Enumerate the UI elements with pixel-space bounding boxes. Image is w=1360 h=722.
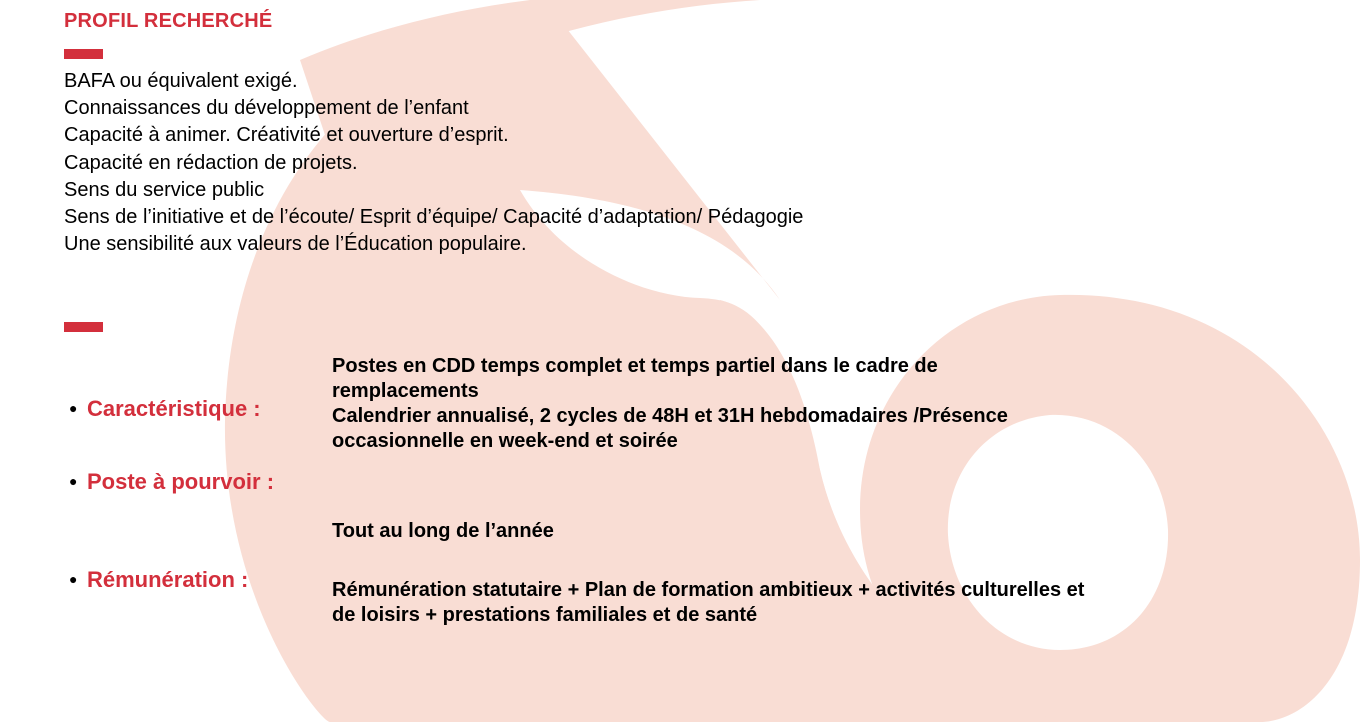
bullet-icon: ● [69,473,78,489]
bullet-icon: ● [69,400,78,416]
bullet-icon: ● [69,571,78,587]
remuneration-value: Rémunération statutaire + Plan de formation ambitieux + activités culturelles et de loisirs + prestations familiales et de santé [332,579,1085,626]
profile-item: Capacité en rédaction de projets. [64,151,358,174]
title-accent-bar [64,49,103,59]
section-accent-bar [64,322,103,332]
position-label: ● Poste à pourvoir : [69,469,275,494]
profile-item: Connaissances du développement de l’enfant [64,97,469,120]
profile-item: Capacité à animer. Créativité et ouverture d’esprit. [64,124,509,147]
position-value: Tout au long de l’année [332,520,554,542]
characteristic-value: Postes en CDD temps complet et temps partiel dans le cadre de remplacements Calendrier annualisé, 2 cycles de 48H et 31H hebdomadaires /Présence occasionnelle en week-end et soirée [332,355,1008,452]
profile-item: Sens de l’initiative et de l’écoute/ Esprit d’équipe/ Capacité d’adaptation/ Pédagogie [64,206,804,229]
profile-requirements-list [64,68,803,258]
characteristic-label: ● Caractéristique : [69,396,261,421]
remuneration-label: ● Rémunération : [69,567,249,592]
profile-item: Une sensibilité aux valeurs de l’Éducation populaire. [64,233,527,256]
profile-item: Sens du service public [64,178,265,201]
profile-item: BAFA ou équivalent exigé. [64,70,298,92]
profile-section-title: PROFIL RECHERCHÉ [64,10,273,32]
